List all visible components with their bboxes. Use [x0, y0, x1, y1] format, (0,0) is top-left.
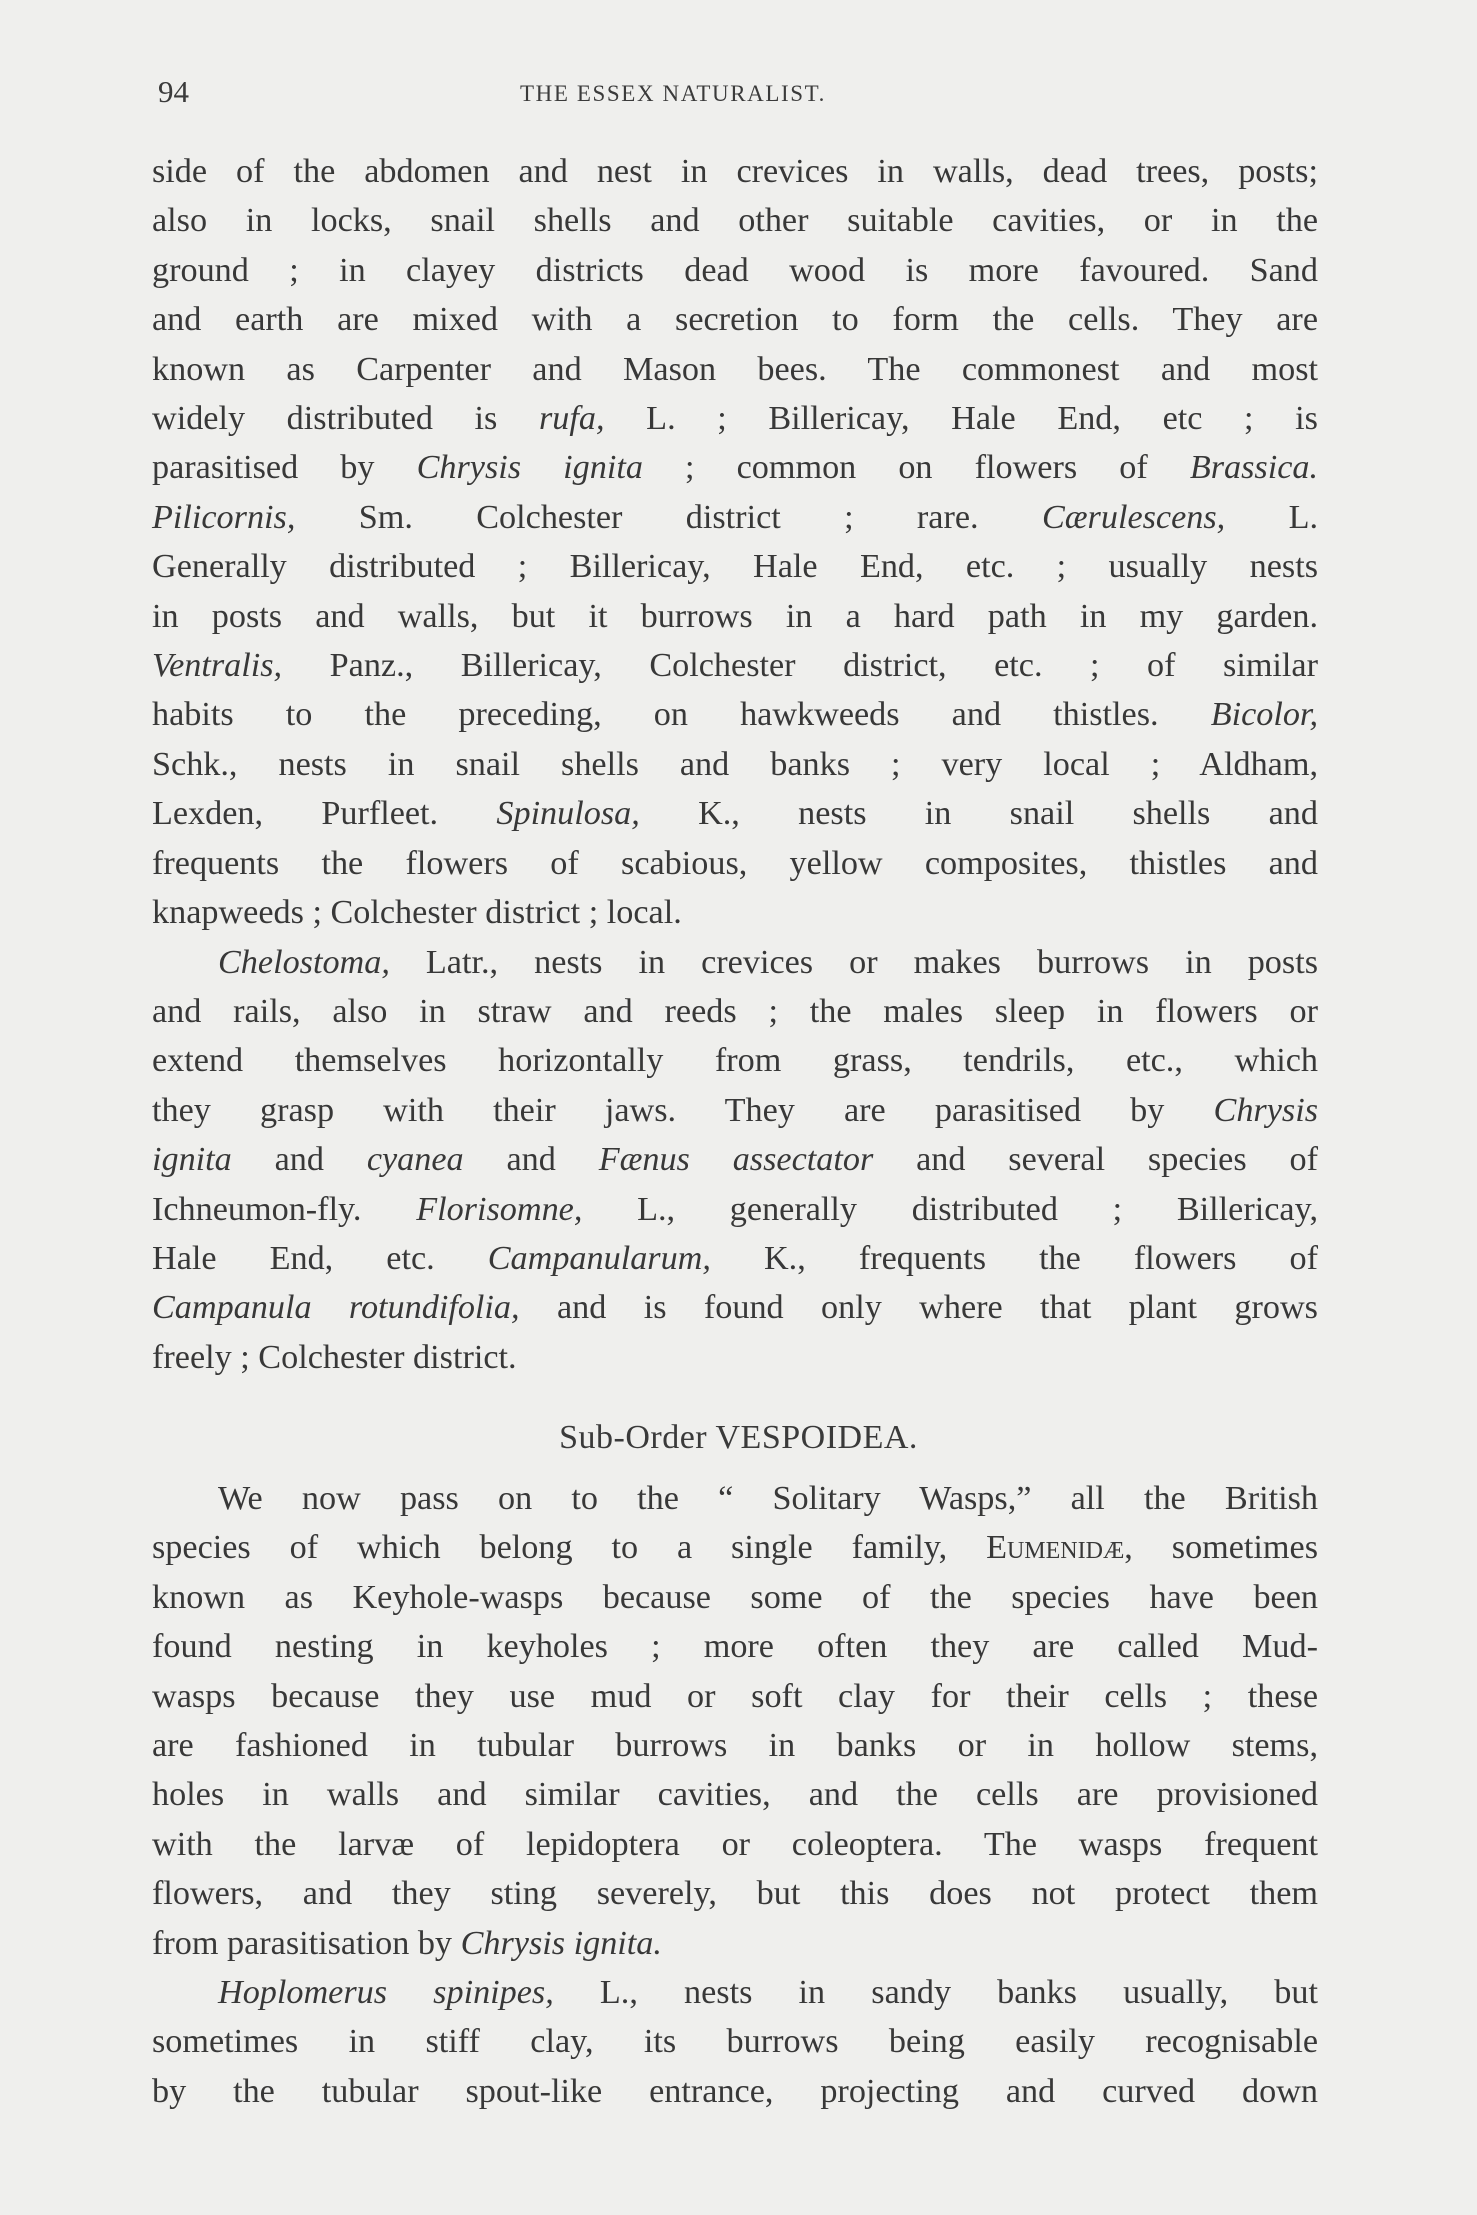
text-run: Panz., Billericay, Colchester district, etc. ; of similar — [282, 647, 1318, 685]
text-line — [152, 839, 1318, 888]
text-run: parasitised by — [152, 449, 417, 487]
italic-text: Chrysis ignita. — [460, 1924, 662, 1962]
text-run: Ichneumon-fly. — [152, 1190, 417, 1228]
text-run: frequents the flowers of scabious, yellow composites, thistles and — [152, 844, 1318, 882]
italic-text: Chelostoma, — [218, 943, 390, 981]
text-line — [152, 147, 1318, 196]
text-run: side of the abdomen and nest in crevices in walls, dead trees, posts; — [152, 153, 1318, 190]
text-run: K., nests in snail shells and — [639, 795, 1318, 833]
page-header — [158, 74, 1317, 118]
text-run: Sm. Colchester district ; rare. — [295, 498, 1042, 536]
text-run: in posts and walls, but it burrows in a hard path in my garden. — [152, 597, 1318, 635]
text-run: widely distributed is — [152, 400, 539, 438]
text-run: ; common on flowers of — [642, 449, 1190, 487]
text-run: they grasp with their jaws. They are parasitised by — [152, 1091, 1214, 1129]
text-run: freely ; Colchester district. — [152, 1338, 517, 1376]
italic-text: Chrysis — [1213, 1091, 1318, 1129]
text-line — [152, 443, 1318, 492]
text-run: Hale End, etc. — [152, 1239, 488, 1277]
text-line — [152, 888, 1318, 937]
text-line — [152, 1622, 1318, 1671]
italic-text: Hoplomerus spinipes, — [218, 1974, 554, 2012]
text-line — [152, 1919, 1318, 1968]
text-run: and earth are mixed with a secretion to form the cells. They are — [152, 301, 1318, 339]
text-line — [152, 246, 1318, 295]
text-line — [152, 592, 1318, 641]
running-title: THE ESSEX NATURALIST. — [520, 81, 826, 106]
text-line — [152, 987, 1318, 1036]
text-run: are fashioned in tubular burrows in banks or in hollow stems, — [152, 1727, 1318, 1765]
text-line — [152, 196, 1318, 245]
text-run: from parasitisation by — [152, 1924, 461, 1962]
text-line — [152, 542, 1318, 591]
text-line — [152, 1333, 1318, 1382]
text-line — [152, 1968, 1318, 2017]
text-run: wasps because they use mud or soft clay for their cells ; these — [152, 1677, 1318, 1715]
text-line — [152, 641, 1318, 690]
text-run: knapweeds ; Colchester district ; local. — [152, 894, 682, 932]
italic-text: Brassica. — [1189, 449, 1319, 487]
text-line — [152, 789, 1318, 838]
italic-text: Spinulosa, — [496, 795, 640, 833]
text-line — [152, 938, 1318, 987]
italic-text: Chrysis ignita — [416, 449, 643, 487]
text-run: and — [463, 1141, 599, 1179]
text-run: found nesting in keyholes ; more often they are called Mud- — [152, 1628, 1318, 1666]
italic-text: Bicolor, — [1210, 696, 1318, 734]
text-run: Lexden, Purfleet. — [152, 795, 497, 833]
text-line — [152, 1672, 1318, 1721]
text-line — [152, 1820, 1318, 1869]
text-run: flowers, and they sting severely, but this does not protect them — [152, 1875, 1318, 1913]
text-run: known as Carpenter and Mason bees. The commonest and most — [152, 350, 1318, 388]
text-run: sometimes — [1132, 1529, 1319, 1567]
italic-text: Cærulescens, — [1041, 498, 1226, 536]
text-line — [152, 690, 1318, 739]
text-line — [152, 394, 1318, 443]
text-run: We now pass on to the “ Solitary Wasps,” all the British — [218, 1480, 1318, 1517]
italic-text: Pilicornis, — [152, 498, 296, 536]
text-line — [152, 1869, 1318, 1918]
text-block-vespoidea — [152, 1474, 1318, 2116]
text-run: Schk., nests in snail shells and banks ; very local ; Aldham, — [152, 745, 1318, 783]
text-line — [152, 1135, 1318, 1184]
text-line — [152, 295, 1318, 344]
italic-text: Campanula rotundifolia, — [152, 1289, 520, 1327]
italic-text: Fænus assectator — [598, 1141, 874, 1179]
small-caps-text: Eumenidæ, — [986, 1529, 1133, 1567]
text-run: and — [231, 1141, 367, 1179]
text-run: L., nests in sandy banks usually, but — [553, 1974, 1318, 2012]
text-run: and rails, also in straw and reeds ; the males sleep in flowers or — [152, 992, 1318, 1030]
text-run: L., generally distributed ; Billericay, — [582, 1190, 1318, 1228]
text-run: L. ; Billericay, Hale End, etc ; is — [604, 400, 1318, 438]
text-line — [152, 1721, 1318, 1770]
text-line — [152, 1036, 1318, 1085]
text-line — [152, 1573, 1318, 1622]
text-line — [152, 1474, 1318, 1523]
text-line — [152, 345, 1318, 394]
text-block-megachilidae — [152, 147, 1318, 1382]
text-run: and several species of — [873, 1141, 1318, 1179]
text-run: Generally distributed ; Billericay, Hale End, etc. ; usually nests — [152, 548, 1318, 586]
text-run: habits to the preceding, on hawkweeds and thistles. — [152, 696, 1211, 734]
text-run: species of which belong to a single family, — [152, 1529, 987, 1567]
text-run: known as Keyhole-wasps because some of the species have been — [152, 1578, 1318, 1616]
text-run: Latr., nests in crevices or makes burrows in posts — [389, 943, 1318, 981]
text-line — [152, 1523, 1318, 1572]
italic-text: Florisomne, — [416, 1190, 583, 1228]
text-run: also in locks, snail shells and other suitable cavities, or in the — [152, 202, 1318, 240]
text-line — [152, 1234, 1318, 1283]
text-line — [152, 1283, 1318, 1332]
page-number: 94 — [158, 74, 189, 109]
text-line — [152, 2067, 1318, 2116]
italic-text: ignita — [152, 1141, 232, 1179]
text-line — [152, 1770, 1318, 1819]
text-line — [152, 493, 1318, 542]
italic-text: rufa, — [539, 400, 605, 438]
text-run: with the larvæ of lepidoptera or coleoptera. The wasps frequent — [152, 1825, 1318, 1863]
text-run: and is found only where that plant grows — [519, 1289, 1318, 1327]
text-run: sometimes in stiff clay, its burrows being easily recognisable — [152, 2023, 1318, 2061]
text-run: L. — [1225, 498, 1318, 536]
text-run: holes in walls and similar cavities, and the cells are provisioned — [152, 1776, 1318, 1814]
text-line — [152, 1086, 1318, 1135]
text-line — [152, 1185, 1318, 1234]
text-run: K., frequents the flowers of — [710, 1239, 1318, 1277]
italic-text: cyanea — [366, 1141, 464, 1179]
text-run: extend themselves horizontally from grass, tendrils, etc., which — [152, 1042, 1318, 1080]
italic-text: Campanularum, — [487, 1239, 711, 1277]
text-line — [152, 740, 1318, 789]
section-heading: Sub-Order VESPOIDEA. — [559, 1419, 918, 1456]
text-line — [152, 2017, 1318, 2066]
italic-text: Ventralis, — [152, 647, 283, 685]
text-run: by the tubular spout-like entrance, projecting and curved down — [152, 2072, 1318, 2110]
text-run: ground ; in clayey districts dead wood is more favoured. Sand — [152, 251, 1318, 289]
